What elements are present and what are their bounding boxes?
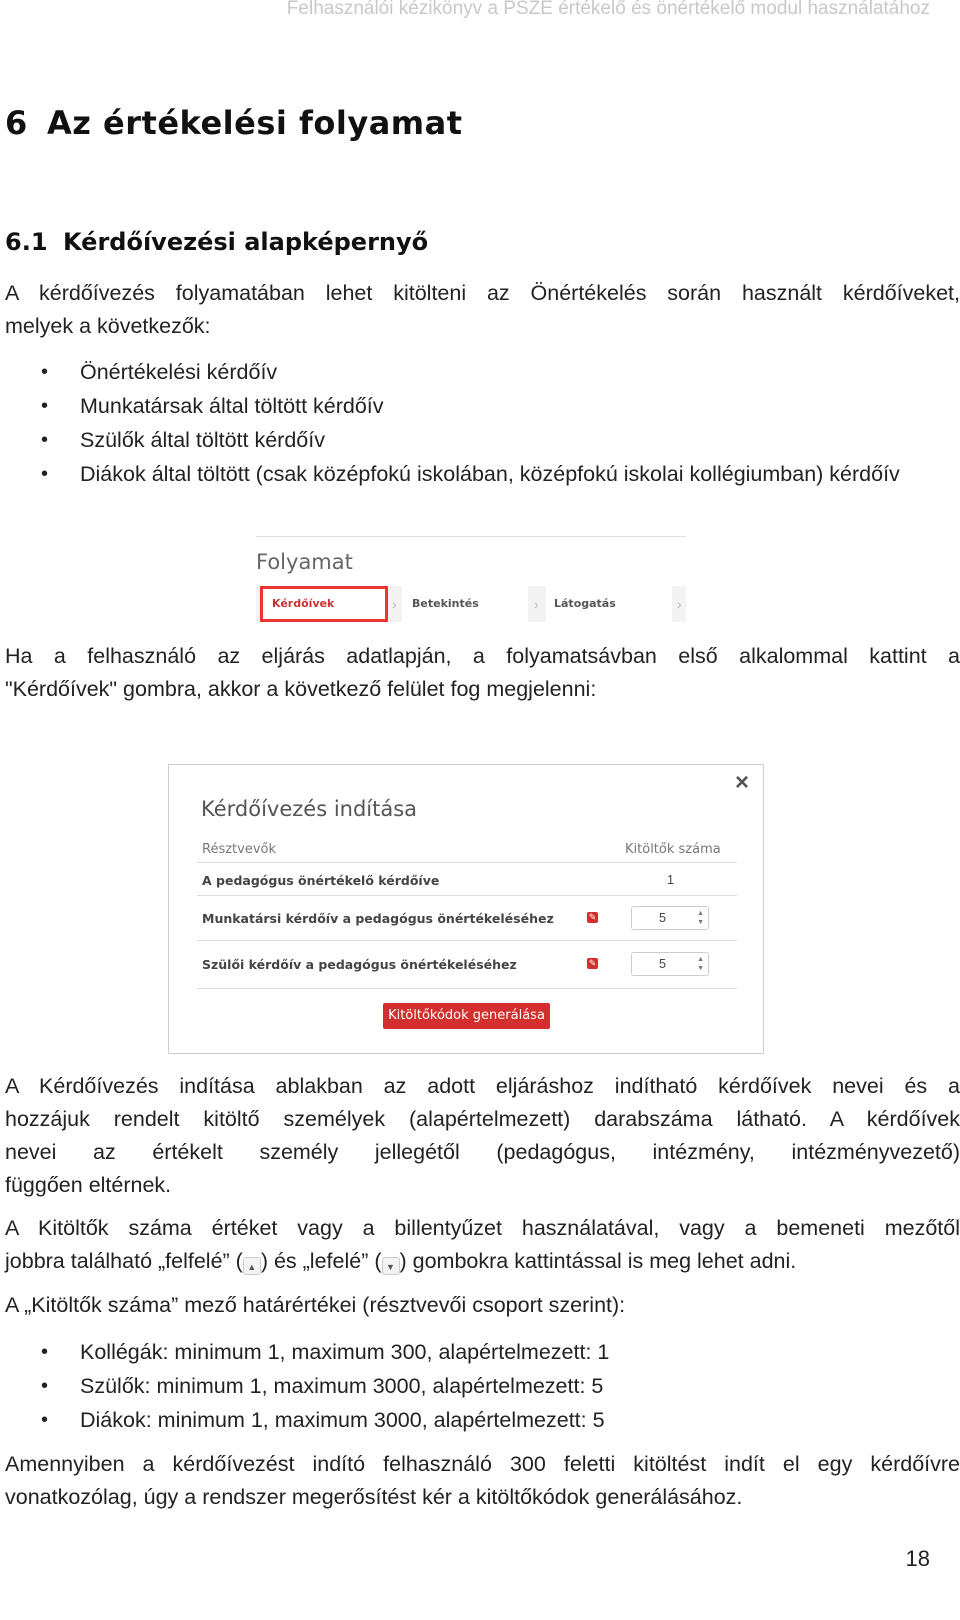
- limits-intro: A „Kitöltők száma” mező határértékei (résztvevői csoport szerint):: [5, 1293, 626, 1317]
- edit-icon[interactable]: ✎: [588, 912, 597, 922]
- text-line: hozzájuk rendelt kitöltő személyek (alapértelmezett) darabszáma látható. A kérdőívek: [5, 1107, 960, 1131]
- modal-description-paragraph: [5, 1070, 960, 1202]
- text-part: jobbra található „felfelé” (: [5, 1249, 243, 1273]
- text-line: vonatkozólag, úgy a rendszer megerősítést kér a kitöltőkódok generálásához.: [5, 1485, 743, 1509]
- confirm-paragraph: [5, 1448, 960, 1514]
- chapter-title: Az értékelési folyamat: [47, 104, 463, 142]
- stepper-arrows-icon[interactable]: ▲ ▼: [697, 956, 704, 972]
- close-icon[interactable]: ×: [734, 769, 749, 796]
- list-item: • Szülők: minimum 1, maximum 3000, alapértelmezett: 5: [5, 1369, 960, 1403]
- text-line: [5, 1245, 960, 1278]
- process-bar-title: Folyamat: [256, 550, 353, 574]
- row-label: A pedagógus önértékelő kérdőíve: [202, 873, 440, 888]
- click-line: "Kérdőívek" gombra, akkor a következő felület fog megjelenni:: [5, 677, 597, 701]
- limits-list: [5, 1335, 960, 1437]
- dialog-title: Kérdőívezés indítása: [201, 797, 418, 821]
- arrow-down-icon: ▼: [382, 1257, 400, 1275]
- text-line: A Kérdőívezés indítása ablakban az adott eljáráshoz indítható kérdőívek nevei és a: [5, 1074, 960, 1098]
- count-stepper[interactable]: [631, 952, 709, 976]
- list-item: • Munkatársak által töltött kérdőív: [5, 389, 960, 423]
- section-number: 6.1: [5, 228, 48, 256]
- text-line: A Kitöltők száma értéket vagy a billentyűzet használatával, vagy a bemeneti mezőtől: [5, 1216, 960, 1240]
- chevron-right-icon: ›: [677, 596, 682, 612]
- questionnaire-list: [5, 355, 960, 491]
- chevron-right-icon: ›: [392, 596, 397, 612]
- running-header: Felhasználói kézikönyv a PSZE értékelő és önértékelő modul használatához: [286, 0, 930, 19]
- stepper-value: 5: [659, 911, 666, 925]
- text-line: Amennyiben a kérdőívezést indító felhasználó 300 feletti kitöltést indít el egy kérdőívre: [5, 1452, 960, 1476]
- arrow-up-icon: ▲: [243, 1257, 261, 1275]
- divider: [197, 988, 737, 989]
- divider: [197, 895, 737, 896]
- chapter-number: 6: [5, 104, 28, 142]
- count-stepper[interactable]: [631, 906, 709, 930]
- text-part: ) és „lefelé” (: [260, 1249, 382, 1273]
- section-heading: [5, 228, 428, 256]
- intro-paragraph: [5, 277, 960, 343]
- row-label: Munkatársi kérdőív a pedagógus önértékeléséhez: [202, 911, 554, 926]
- column-header-participants: Résztvevők: [202, 842, 277, 857]
- text-line: függően eltérnek.: [5, 1173, 172, 1197]
- process-steps: [256, 586, 686, 622]
- step-inspection[interactable]: Betekintés: [402, 586, 528, 622]
- process-bar-screenshot: [254, 536, 686, 624]
- divider: [256, 536, 686, 537]
- list-item: • Diákok által töltött (csak középfokú iskolában, középfokú iskolai kollégiumban) kérdőív: [5, 457, 960, 491]
- row-count: 1: [667, 873, 674, 887]
- list-item: • Szülők által töltött kérdőív: [5, 423, 960, 457]
- chapter-heading: [5, 104, 463, 142]
- text-part: ) gombokra kattintással is meg lehet adni.: [399, 1249, 797, 1273]
- intro-line: melyek a következők:: [5, 314, 211, 338]
- page-number: 18: [905, 1546, 930, 1571]
- list-item: • Önértékelési kérdőív: [5, 355, 960, 389]
- section-title: Kérdőívezési alapképernyő: [63, 228, 429, 256]
- intro-line: A kérdőívezés folyamatában lehet kitölteni az Önértékelés során használt kérdőíveket,: [5, 281, 960, 305]
- list-item: • Kollégák: minimum 1, maximum 300, alapértelmezett: 1: [5, 1335, 960, 1369]
- chevron-right-icon: ›: [534, 596, 539, 612]
- step-questionnaires[interactable]: Kérdőívek: [260, 586, 388, 622]
- step-visit[interactable]: Látogatás: [546, 586, 672, 622]
- list-item: • Diákok: minimum 1, maximum 3000, alapértelmezett: 5: [5, 1403, 960, 1437]
- click-paragraph: [5, 640, 960, 706]
- text-line: nevei az értékelt személy jellegétől (pedagógus, intézmény, intézményvezető): [5, 1140, 960, 1164]
- questionnaire-start-dialog: [168, 764, 764, 1054]
- row-label: Szülői kérdőív a pedagógus önértékeléséhez: [202, 957, 517, 972]
- column-header-count: Kitöltők száma: [625, 842, 721, 857]
- click-line: Ha a felhasználó az eljárás adatlapján, a folyamatsávban első alkalommal kattint a: [5, 644, 960, 668]
- stepper-arrows-icon[interactable]: ▲ ▼: [697, 910, 704, 926]
- input-paragraph: [5, 1212, 960, 1278]
- divider: [197, 862, 737, 863]
- divider: [197, 940, 737, 941]
- edit-icon[interactable]: ✎: [588, 958, 597, 968]
- stepper-value: 5: [659, 957, 666, 971]
- generate-codes-button[interactable]: Kitöltőkódok generálása: [383, 1003, 550, 1029]
